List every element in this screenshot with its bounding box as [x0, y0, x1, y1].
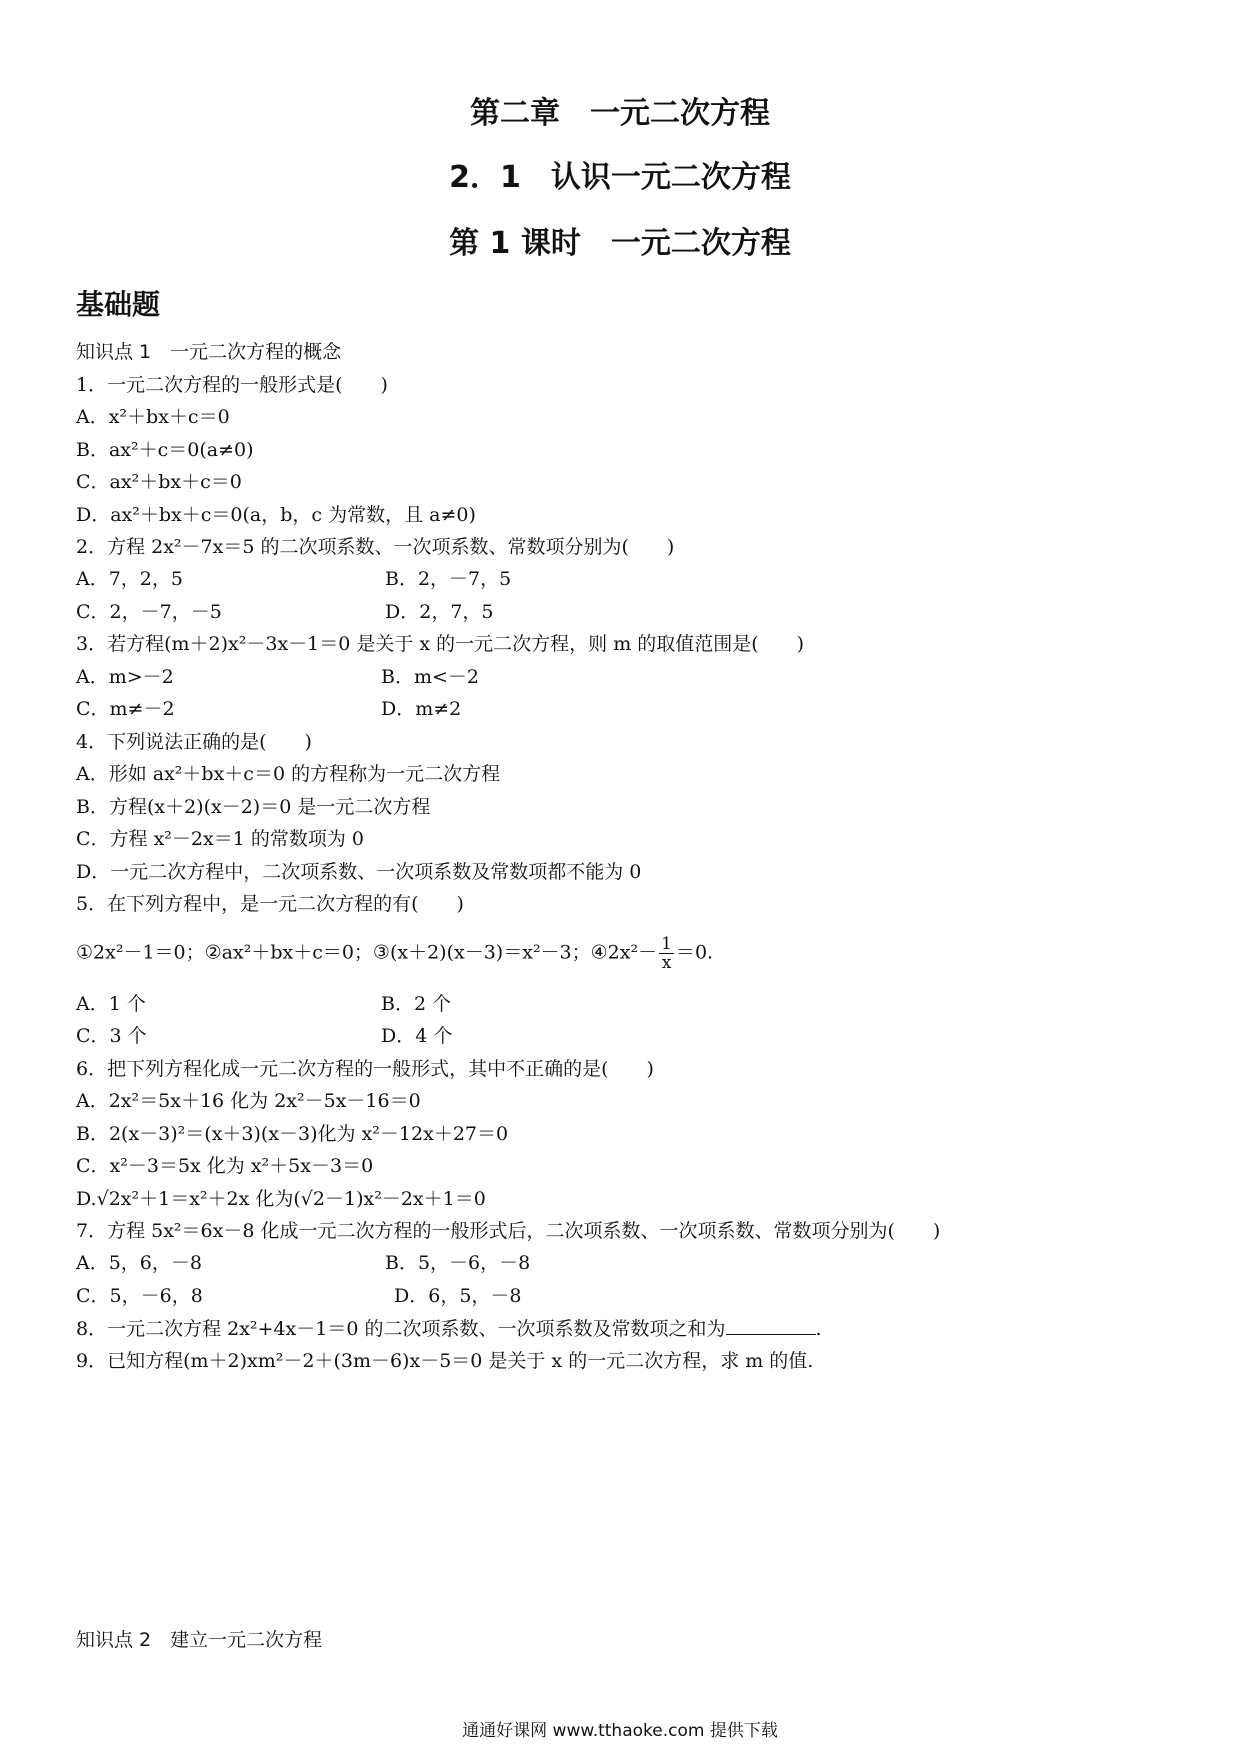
q7-option-c: C．5，－6，8	[76, 1285, 203, 1307]
q2-option-b: B．2，－7，5	[385, 568, 512, 590]
lesson-title: 第 1 课时 一元二次方程	[449, 226, 791, 261]
q6-option-b: B．2(x－3)²＝(x＋3)(x－3)化为 x²－12x＋27＝0	[76, 1123, 509, 1145]
q1-option-b: B．ax²＋c＝0(a≠0)	[76, 439, 254, 461]
q4-option-c: C．方程 x²－2x＝1 的常数项为 0	[76, 828, 364, 850]
footer-watermark: 通通好课网 www.tthaoke.com 提供下载	[462, 1721, 778, 1741]
q4-option-d: D．一元二次方程中，二次项系数、一次项系数及常数项都不能为 0	[76, 861, 642, 883]
q5-stem: 5．在下列方程中，是一元二次方程的有( )	[76, 893, 464, 915]
q7-option-b: B．5，－6，－8	[385, 1252, 531, 1274]
q3-option-d: D．m≠2	[381, 698, 462, 720]
q1-option-d: D．ax²＋bx＋c＝0(a，b，c 为常数，且 a≠0)	[76, 504, 476, 526]
q5-option-b: B．2 个	[381, 993, 452, 1015]
q5-equation-list	[76, 935, 713, 972]
q2-option-a: A．7，2，5	[76, 568, 183, 590]
q5-option-c: C．3 个	[76, 1025, 147, 1047]
q8-end: .	[815, 1318, 822, 1340]
q8-answer-blank[interactable]	[726, 1316, 816, 1335]
q5-fraction	[659, 935, 674, 972]
q5-option-d: D．4 个	[381, 1025, 453, 1047]
q2-option-d: D．2，7，5	[385, 601, 494, 623]
q2-options-row2	[76, 600, 1176, 624]
q3-options-row2	[76, 697, 1176, 721]
q5-options-row2	[76, 1024, 1176, 1048]
q3-options-row1	[76, 665, 1176, 689]
chapter-title: 第二章 一元二次方程	[470, 96, 770, 131]
q5-options-row1	[76, 992, 1176, 1016]
q6-option-c: C．x²－3＝5x 化为 x²＋5x－3＝0	[76, 1155, 374, 1177]
q7-options-row1	[76, 1251, 1176, 1275]
q6-stem: 6．把下列方程化成一元二次方程的一般形式，其中不正确的是( )	[76, 1058, 654, 1080]
fraction-denominator: x	[661, 953, 672, 973]
q3-stem: 3．若方程(m＋2)x²－3x－1＝0 是关于 x 的一元二次方程，则 m 的取值范围是( )	[76, 633, 805, 655]
q7-option-d: D．6，5，－8	[394, 1285, 522, 1307]
q1-option-a: A．x²＋bx＋c＝0	[76, 406, 230, 428]
q9-stem: 9．已知方程(m＋2)xm²－2＋(3m－6)x－5＝0 是关于 x 的一元二次方程，求 m 的值.	[76, 1350, 814, 1372]
q4-stem: 4．下列说法正确的是( )	[76, 731, 312, 753]
q3-option-a: A．m>－2	[76, 666, 174, 688]
q5-option-a: A．1 个	[76, 993, 146, 1015]
q6-option-d: D.√2x²＋1＝x²＋2x 化为(√2－1)x²－2x＋1＝0	[76, 1188, 486, 1210]
q5-list-text: ①2x²－1＝0；②ax²＋bx＋c＝0；③(x＋2)(x－3)＝x²－3；④2x²－	[76, 941, 658, 964]
q8-stem: 8．一元二次方程 2x²+4x－1＝0 的二次项系数、一次项系数及常数项之和为	[76, 1318, 726, 1340]
q3-option-b: B．m<－2	[381, 666, 479, 688]
q2-option-c: C．2，－7，－5	[76, 601, 222, 623]
q7-stem: 7．方程 5x²＝6x－8 化成一元二次方程的一般形式后，二次项系数、一次项系数、常数项分别为( )	[76, 1220, 941, 1242]
fraction-numerator: 1	[661, 934, 672, 954]
section-title: 2．1 认识一元二次方程	[449, 160, 791, 195]
q5-list-end: ＝0.	[675, 941, 714, 964]
knowledge-point-2: 知识点 2 建立一元二次方程	[76, 1629, 323, 1651]
knowledge-point-1: 知识点 1 一元二次方程的概念	[76, 341, 342, 363]
q4-option-a: A．形如 ax²＋bx＋c＝0 的方程称为一元二次方程	[76, 763, 501, 785]
q1-stem: 1．一元二次方程的一般形式是( )	[76, 374, 388, 396]
q6-option-a: A．2x²＝5x＋16 化为 2x²－5x－16＝0	[76, 1090, 421, 1112]
q7-option-a: A．5，6，－8	[76, 1252, 202, 1274]
q2-stem: 2．方程 2x²－7x＝5 的二次项系数、一次项系数、常数项分别为( )	[76, 536, 675, 558]
q7-options-row2	[76, 1284, 1176, 1308]
q2-options-row1	[76, 567, 1176, 591]
q4-option-b: B．方程(x＋2)(x－2)＝0 是一元二次方程	[76, 796, 431, 818]
q1-option-c: C．ax²＋bx＋c＝0	[76, 471, 242, 493]
q3-option-c: C．m≠－2	[76, 698, 175, 720]
basic-heading: 基础题	[76, 288, 161, 321]
q8-line	[76, 1316, 822, 1341]
